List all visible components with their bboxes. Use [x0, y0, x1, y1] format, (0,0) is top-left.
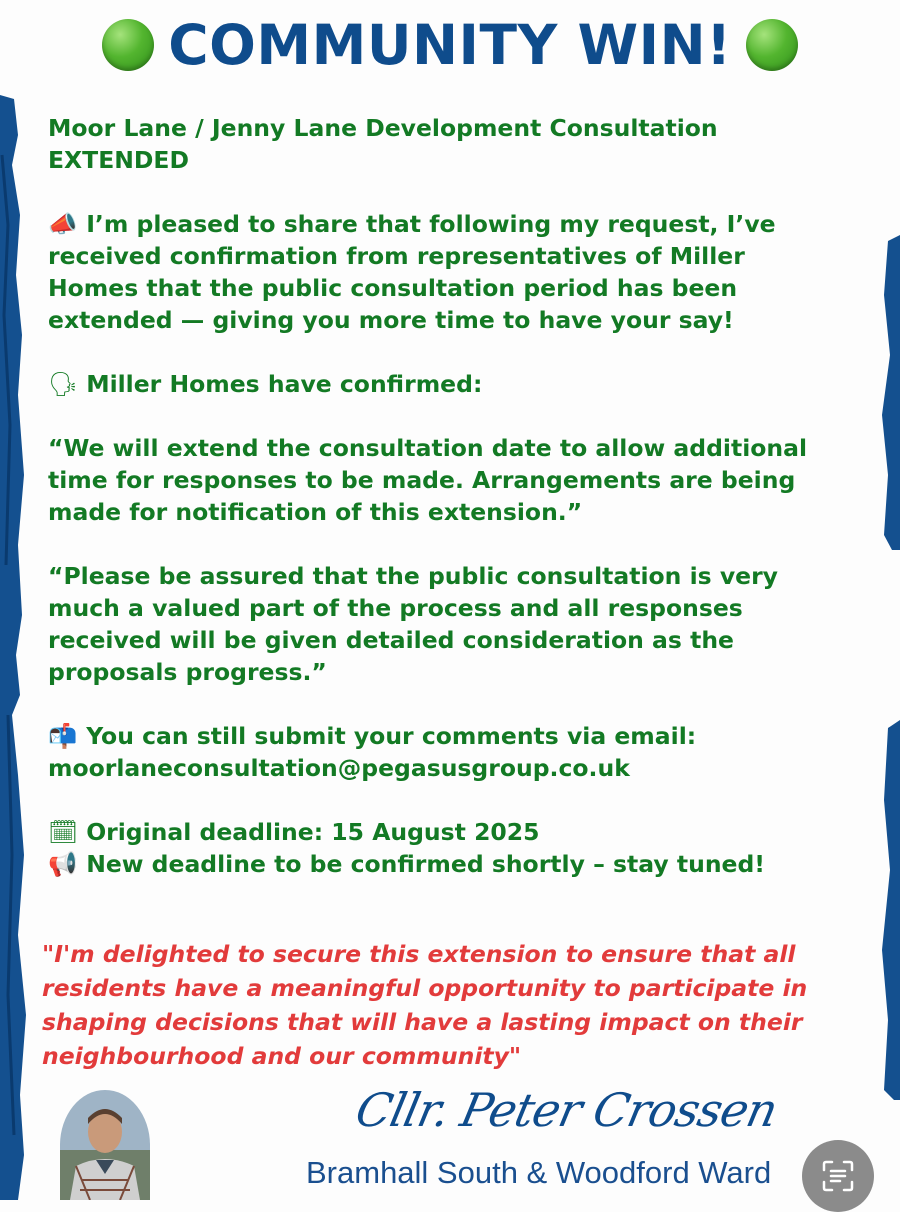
speaking-head-icon: 🗣: [48, 370, 78, 398]
left-brush-stroke: [0, 95, 30, 1200]
email-paragraph: [48, 720, 828, 784]
title-text: COMMUNITY WIN!: [168, 13, 732, 77]
announcement-paragraph: [48, 208, 828, 336]
scan-text-icon: [821, 1159, 855, 1193]
mailbox-icon: 📬: [48, 722, 78, 750]
announcement-body: [48, 112, 828, 880]
email-address-link[interactable]: moorlaneconsultation@pegasusgroup.co.uk: [48, 754, 630, 782]
quote-assured: “Please be assured that the public consultation is very much a valued part of the process and all responses received will be given detailed consideration as the proposals progress.”: [48, 562, 778, 686]
green-circle-icon: [746, 19, 798, 71]
councillor-quote: "I'm delighted to secure this extension to ensure that all residents have a meaningful opportunity to participate in shaping decisions that will have a lasting impact on their neighbourhood and our community": [42, 940, 808, 1070]
scan-text-button[interactable]: [802, 1140, 874, 1212]
calendar-icon: 🗓: [48, 818, 78, 846]
quote-extend: “We will extend the consultation date to allow additional time for responses to be made. Arrangements are being made for notification of this extension.”: [48, 434, 808, 526]
announcement-text: I’m pleased to share that following my request, I’ve received confirmation from representatives of Miller Homes that the public consultation period has been extended — giving you more time to have your say!: [48, 210, 776, 334]
megaphone-icon: 📣: [48, 210, 78, 238]
new-deadline: [48, 848, 828, 880]
original-deadline-text: Original deadline: 15 August 2025: [86, 818, 540, 846]
email-text: You can still submit your comments via email:: [86, 722, 697, 750]
consultation-heading: Moor Lane / Jenny Lane Development Consultation EXTENDED: [48, 114, 718, 174]
avatar: [60, 1090, 150, 1200]
loudspeaker-icon: 📢: [48, 850, 78, 878]
new-deadline-text: New deadline to be confirmed shortly – stay tuned!: [86, 850, 766, 878]
ward-name: Bramhall South & Woodford Ward: [306, 1155, 772, 1190]
right-brush-stroke-upper: [878, 235, 900, 550]
page-title: [0, 0, 900, 90]
green-circle-icon: [102, 19, 154, 71]
right-brush-stroke-lower: [876, 720, 900, 1100]
signature: Cllr. Peter Crossen: [351, 1083, 782, 1137]
confirmed-line: [48, 368, 828, 400]
confirmed-text: Miller Homes have confirmed:: [86, 370, 483, 398]
original-deadline: [48, 816, 828, 848]
